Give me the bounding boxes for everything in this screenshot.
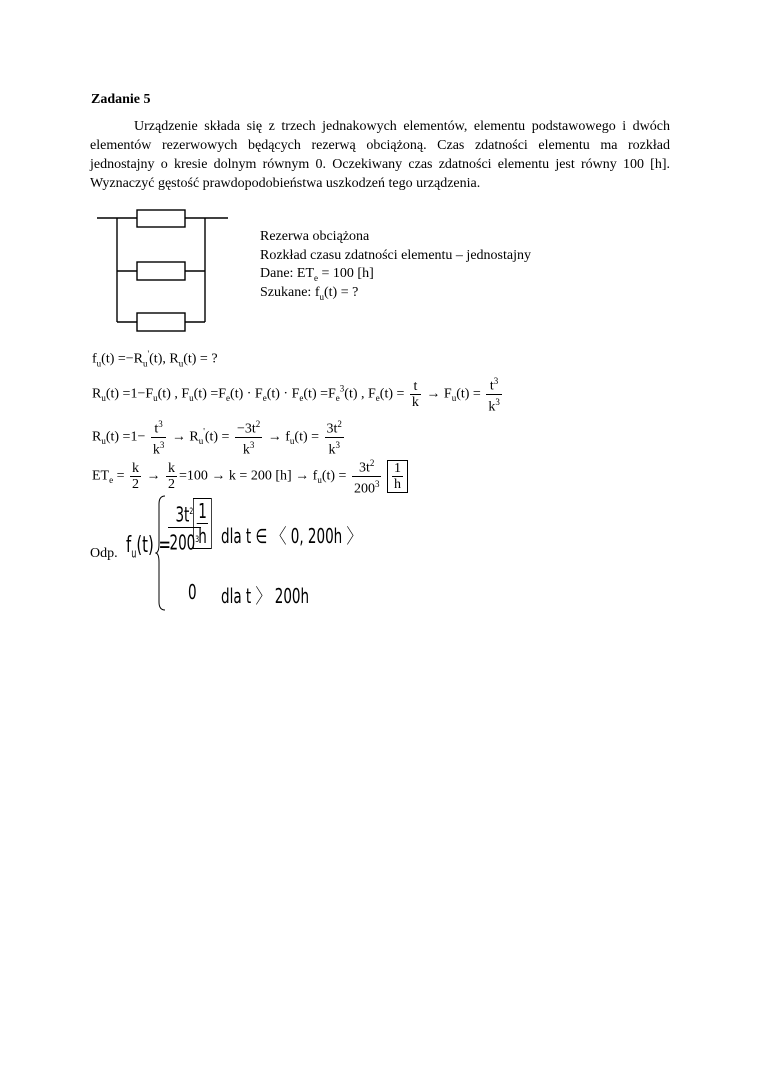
answer-fraction-1-h: $\frac{1}{h}$ [198, 499, 207, 548]
fraction-eq4-b: $\frac{k}{2}$ [168, 460, 176, 492]
fraction-eq3-c: $\frac{3t^2}{k^3}$ [326, 419, 342, 458]
equation-4: $ET_e$ = $\frac{k}{2}$ → $\frac{k}{2}$ =100 → k = 200 $[h] \to f_u(t)$ = $\frac{3t^2}{200^3}$ $\frac{1}{h}$ [92, 456, 408, 496]
fraction-eq4-a: $\frac{k}{2}$ [132, 460, 140, 492]
equation-1: $f_u(t) =-R_u'(t)$, $R_u(t)$ = ? [92, 349, 218, 369]
element-reserve-1 [137, 262, 185, 280]
fraction-1-h: $\frac{1}{h}$ [393, 460, 401, 492]
reliability-diagram [95, 200, 230, 335]
info-line-1: Rezerwa obciążona [260, 229, 370, 244]
answer-condition-1: dla t ∈ 〈 0, 200h 〉 [221, 524, 362, 548]
info-line-3: Dane: $ET_e = 100$ [h] [260, 266, 374, 283]
info-line-2: Rozkład czasu zdatności elementu – jednostajny [260, 248, 531, 263]
info-line-4: Szukane: $f_u(t)$ = ? [260, 285, 359, 302]
unit-bracket [387, 460, 408, 493]
fraction-eq4-c: $\frac{3t^2}{200^3}$ [353, 458, 380, 497]
equation-3: $R_u(t) =1-$ $\frac{t^3}{k^3}$ → $R_u'(t)$ = $\frac{-3t^2}{k^3}$ → $f_u(t)$ = $\frac{3t^2}{k^3}$ [92, 419, 342, 458]
element-reserve-2 [137, 313, 185, 331]
answer-unit [193, 498, 218, 549]
answer-function: $f_u(t)$ = [126, 533, 171, 561]
fraction-eq3-a: $\frac{t^3}{k^3}$ [152, 419, 165, 458]
answer-unit-bracket [193, 498, 212, 549]
answer-label: Odp. [90, 546, 118, 561]
task-text: Urządzenie składa się z trzech jednakowych elementów, elementu podstawowego i dwóch elementów rezerwowych będących rezerwą obciążoną. Czas zdatności elementu ma rozkład jednostajny o kresie dolnym równym 0. Oczekiwany czas zdatności elementu jest równy 100 [h]. Wyznaczyć gęstość prawdopodobieństwa uszkodzeń tego urządzenia. [90, 119, 670, 191]
answer-fraction: $\frac{3t^2}{200^3}$ [168, 500, 201, 554]
answer-zero: 0 [188, 580, 197, 604]
fraction-t-k: $\frac{t}{k}$ [411, 378, 419, 410]
task-title: Zadanie 5 [91, 92, 151, 107]
element-basic [137, 210, 185, 227]
task-paragraph [90, 117, 670, 193]
fraction-t3-k3: $\frac{t^3}{k^3}$ [488, 376, 500, 415]
equation-2: $R_u(t) =1-F_u(t)$ , $F_u(t) =F_e(t) \cdot F_e(t) \cdot F_e(t) =F_e^3(t)$ , $F_e(t)$ = $\frac{t}{k}$ → $F_u(t)$ = $\frac{t^3}{k^3}$ [92, 376, 500, 415]
answer-condition-2: dla t 〉 200h [221, 584, 310, 608]
fraction-eq3-b: $\frac{-3t^2}{k^3}$ [236, 419, 261, 458]
